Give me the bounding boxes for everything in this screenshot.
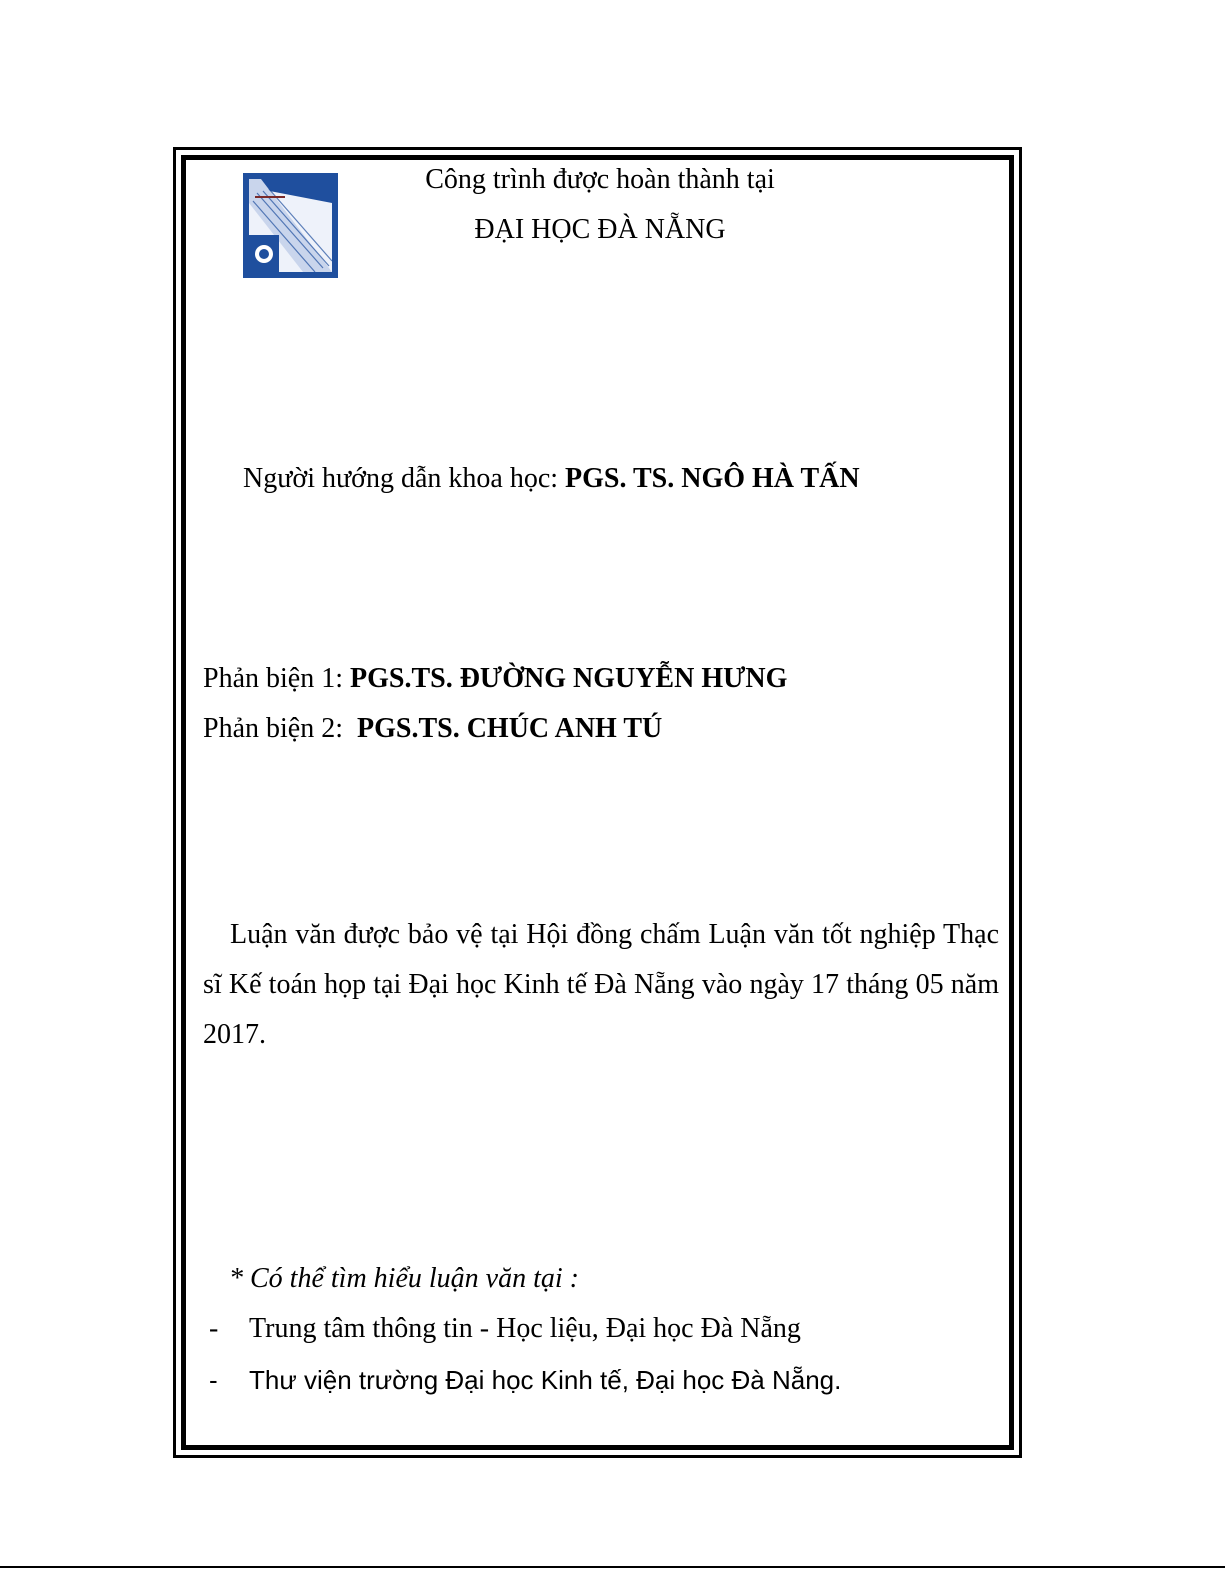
- availability-item-1: Trung tâm thông tin - Học liệu, Đại học Đà Nẵng: [249, 1313, 801, 1344]
- page-border-inner: [181, 155, 1014, 1450]
- header-line-1: Công trình được hoàn thành tại: [425, 164, 775, 195]
- availability-item-2: Thư viện trường Đại học Kinh tế, Đại học Đà Nẵng.: [249, 1365, 842, 1395]
- reviewer-1-name: PGS.TS. ĐƯỜNG NGUYỄN HƯNG: [350, 663, 788, 694]
- defense-paragraph: Luận văn được bảo vệ tại Hội đồng chấm Luận văn tốt nghiệp Thạc sĩ Kế toán họp tại Đại học Kinh tế Đà Nẵng vào ngày 17 tháng 05 năm 2017.: [203, 919, 999, 1050]
- advisor-name: PGS. TS. NGÔ HÀ TẤN: [565, 463, 860, 494]
- advisor-label: Người hướng dẫn khoa học:: [243, 463, 566, 494]
- availability-bullet-1: -: [209, 1313, 219, 1344]
- reviewer-2-label: Phản biện 2:: [203, 713, 357, 744]
- reviewer-2-name: PGS.TS. CHÚC ANH TÚ: [357, 713, 663, 744]
- advisor-line: [243, 462, 860, 496]
- availability-heading: * Có thể tìm hiểu luận văn tại :: [229, 1263, 579, 1294]
- page-bottom-rule: [0, 1566, 1225, 1568]
- reviewer-1-label: Phản biện 1:: [203, 663, 350, 694]
- availability-bullet-2: -: [209, 1365, 218, 1395]
- university-logo-icon: [243, 173, 338, 278]
- header-line-2: ĐẠI HỌC ĐÀ NẴNG: [474, 214, 726, 245]
- reviewer-1-line: [203, 662, 787, 696]
- reviewer-2-line: [203, 712, 662, 746]
